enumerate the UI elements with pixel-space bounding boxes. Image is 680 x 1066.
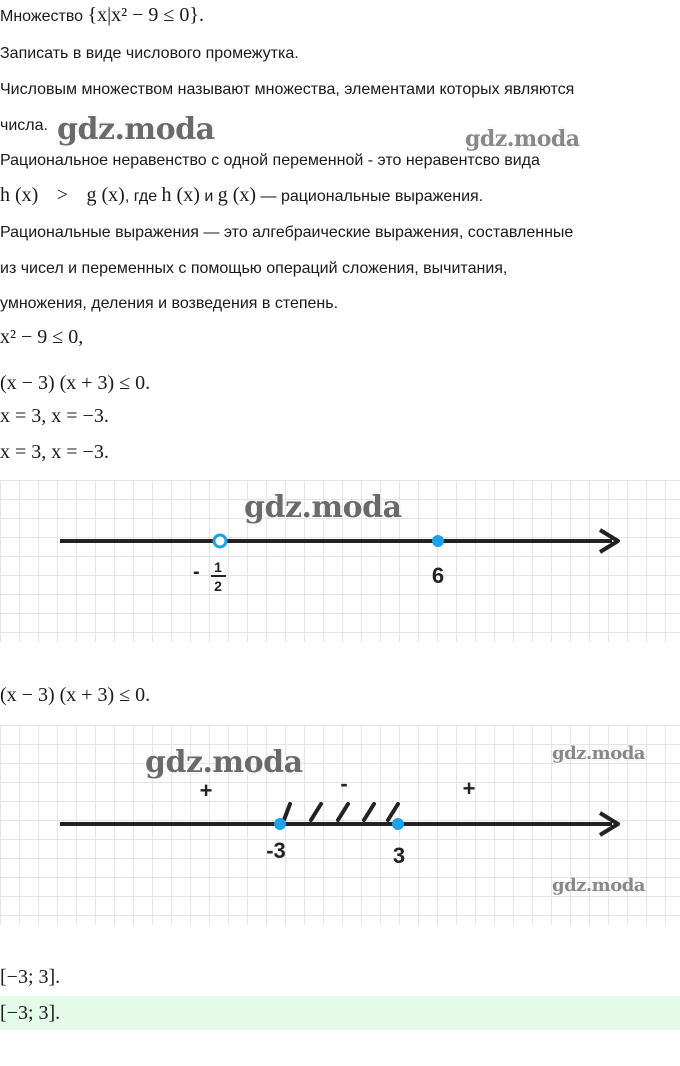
sign-middle: - xyxy=(340,771,348,796)
where-text: , где xyxy=(124,188,158,205)
set-expression: {x|x² − 9 ≤ 0}. xyxy=(87,4,204,26)
g-of-x: g (x) xyxy=(86,184,125,206)
watermark: gdz.moda xyxy=(244,490,402,525)
watermark: gdz.moda xyxy=(552,743,645,764)
numeric-set-definition-1: Числовым множеством называют множества, элементами которых являются xyxy=(0,81,575,98)
closed-point-right xyxy=(392,818,404,830)
interval-hatching xyxy=(284,804,398,820)
rational-inequality-definition-1: Рациональное неравенство с одной переменной - это неравентсво вида xyxy=(0,152,540,169)
rational-expr-definition-2: из чисел и переменных с помощью операций сложения, вычитания, xyxy=(0,260,508,277)
task-text: Записать в виде числового промежутка. xyxy=(0,45,299,62)
final-answer: [−3; 3]. xyxy=(0,1002,61,1024)
rational-expr-text: — рациональные выражения. xyxy=(260,188,484,205)
numeric-set-definition-2: числа. xyxy=(0,117,48,134)
factored-inequality-2: (x − 3) (x + 3) ≤ 0. xyxy=(0,684,151,706)
h-of-x-2: h (x) xyxy=(161,184,200,206)
closed-point xyxy=(432,535,444,547)
sign-left: + xyxy=(199,778,213,803)
number-line-diagram-2 xyxy=(0,725,680,925)
sign-right: + xyxy=(462,776,476,801)
closed-point-left xyxy=(274,818,286,830)
inequality: x² − 9 ≤ 0, xyxy=(0,326,84,348)
final-answer-highlight xyxy=(0,996,680,1030)
answer: [−3; 3]. xyxy=(0,966,61,988)
rational-expr-definition-1: Рациональные выражения — это алгебраические выражения, составленные xyxy=(0,224,574,241)
set-definition-line xyxy=(0,4,204,27)
roots-2: x = 3, x = −3. xyxy=(0,441,109,463)
and-text: и xyxy=(204,188,214,205)
rational-inequality-definition-2 xyxy=(0,184,483,207)
greater-sign: > xyxy=(56,184,69,206)
open-point-numerator: 1 xyxy=(214,559,222,575)
watermark: gdz.moda xyxy=(465,126,580,152)
rational-expr-definition-3: умножения, деления и возведения в степень. xyxy=(0,295,339,312)
closed-point-label: 6 xyxy=(431,563,445,588)
watermark: gdz.moda xyxy=(145,745,303,780)
number-line-diagram-1 xyxy=(0,480,680,642)
set-prefix: Множество xyxy=(0,8,84,25)
point-label-right: 3 xyxy=(392,843,406,868)
open-point-denominator: 2 xyxy=(214,578,222,594)
open-point xyxy=(214,535,226,547)
open-point-sign: - xyxy=(193,561,200,583)
h-of-x: h (x) xyxy=(0,184,39,206)
point-label-left: -3 xyxy=(266,838,286,863)
factored-inequality: (x − 3) (x + 3) ≤ 0. xyxy=(0,372,151,394)
watermark: gdz.moda xyxy=(552,875,645,896)
roots-1: x = 3, x = −3. xyxy=(0,405,109,427)
watermark: gdz.moda xyxy=(57,112,215,147)
g-of-x-2: g (x) xyxy=(217,184,257,206)
